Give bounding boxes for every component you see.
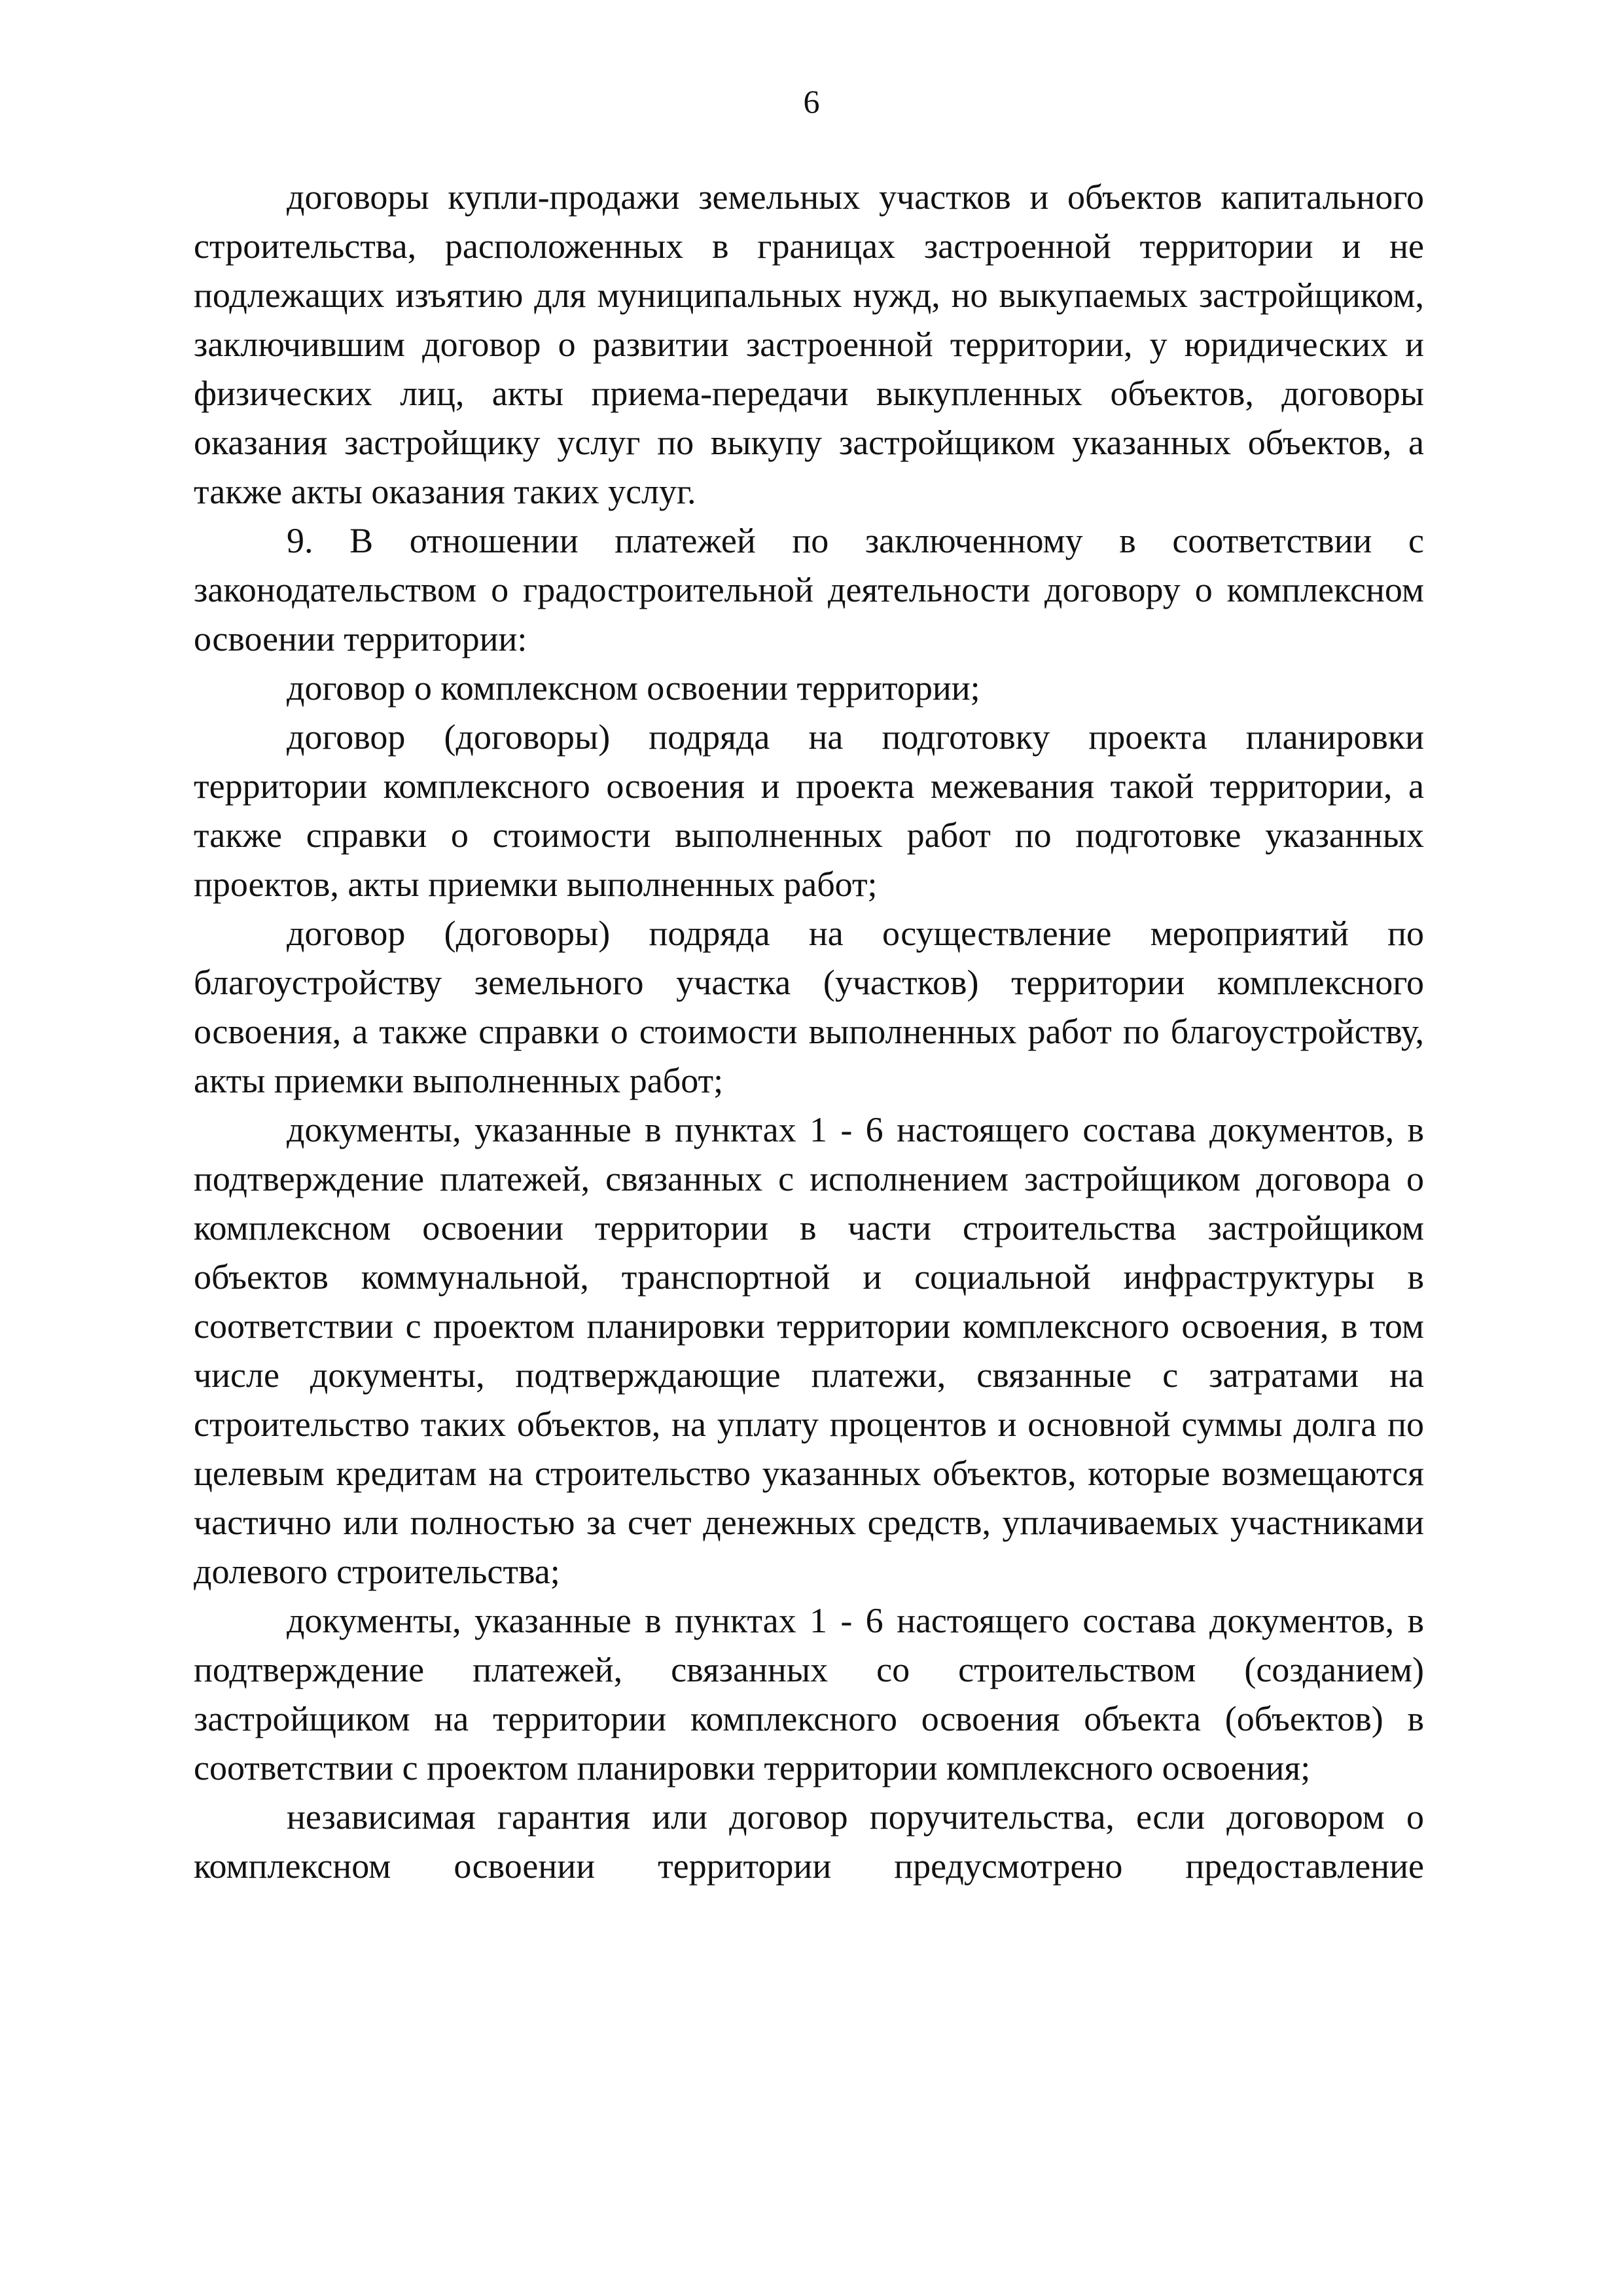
paragraph-infrastructure-documents: документы, указанные в пунктах 1 - 6 настоящего состава документов, в подтверждение платежей, связанных с исполнением застройщиком договора о комплексном освоении территории в части строительства застройщиком объектов коммунальной, транспортной и социальной инфраструктуры в соответствии с проектом планировки территории комплексного освоения, в том числе документы, подтверждающие платежи, связанные с затратами на строительство таких объектов, на уплату процентов и основной суммы долга по целевым кредитам на строительство указанных объектов, которые возмещаются частично или полностью за счет денежных средств, уплачиваемых участниками долевого строительства; [194,1110,1424,1591]
paragraph-complex-development-contract: договор о комплексном освоении территории; [287,668,980,708]
document-body [194,173,1424,1891]
paragraph-land-purchase-contracts: договоры купли-продажи земельных участков и объектов капитального строительства, расположенных в границах застроенной территории и не подлежащих изъятию для муниципальных нужд, но выкупаемых застройщиком, заключившим договор о развитии застроенной территории, у юридических и физических лиц, акты приема-передачи выкупленных объектов, договоры оказания застройщику услуг по выкупу застройщиком указанных объектов, а также акты оказания таких услуг. [194,177,1424,511]
paragraph-guarantee: независимая гарантия или договор поручительства, если договором о комплексном освоении территории предусмотрено предоставление [194,1797,1424,1886]
paragraph-item-9-intro: 9. В отношении платежей по заключенному в соответствии с законодательством о градостроительной деятельности договору о комплексном освоении территории: [194,521,1424,658]
page-number: 6 [803,83,820,120]
paragraph-landscaping-contract: договор (договоры) подряда на осуществление мероприятий по благоустройству земельного участка (участков) территории комплексного освоения, а также справки о стоимости выполненных работ по благоустройству, акты приемки выполненных работ; [194,914,1424,1100]
paragraph-planning-project-contract: договор (договоры) подряда на подготовку проекта планировки территории комплексного освоения и проекта межевания такой территории, а также справки о стоимости выполненных работ по подготовке указанных проектов, акты приемки выполненных работ; [194,717,1424,904]
paragraph-construction-documents: документы, указанные в пунктах 1 - 6 настоящего состава документов, в подтверждение платежей, связанных со строительством (созданием) застройщиком на территории комплексного освоения объекта (объектов) в соответствии с проектом планировки территории комплексного освоения; [194,1601,1424,1787]
